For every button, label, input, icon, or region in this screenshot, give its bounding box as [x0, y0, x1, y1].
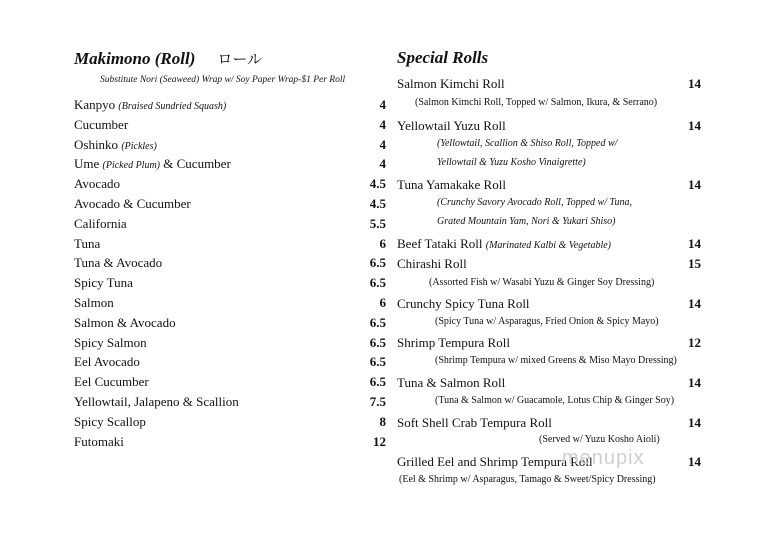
item-price: 6.5	[369, 314, 386, 330]
item-description: (Salmon Kimchi Roll, Topped w/ Salmon, Ikura, & Serrano)	[415, 97, 658, 108]
item-name-text: Cucumber	[74, 116, 129, 132]
item-name-text: Chirashi Roll	[397, 256, 467, 271]
item-name	[74, 354, 140, 370]
item-name-text: Tuna & Salmon Roll	[397, 375, 506, 390]
item-description: (Pickles)	[121, 140, 157, 152]
list-item	[74, 275, 386, 295]
item-name	[74, 374, 149, 390]
item-name	[397, 236, 611, 252]
item-name	[397, 415, 552, 431]
item-name-text: Eel Avocado	[74, 354, 140, 370]
item-name	[74, 255, 162, 271]
makimono-title-jp: ロール	[217, 52, 263, 68]
item-price: 15	[688, 256, 701, 271]
item-name	[74, 335, 147, 351]
item-description: (Served w/ Yuzu Kosho Aioli)	[539, 434, 660, 445]
item-name-text: Salmon & Avocado	[74, 314, 176, 330]
item-price: 8	[379, 413, 386, 429]
item-price: 14	[688, 177, 701, 192]
list-item	[74, 156, 386, 176]
item-name-text: Ume	[74, 156, 103, 172]
list-item	[74, 295, 386, 315]
item-name	[397, 76, 505, 92]
substitute-note: Substitute Nori (Seaweed) Wrap w/ Soy Paper Wrap-$1 Per Roll	[100, 75, 346, 85]
item-name-text: Oshinko	[74, 136, 122, 152]
item-name-text: Beef Tataki Roll	[397, 236, 486, 251]
special-rolls-title: Special Rolls	[397, 48, 489, 67]
item-name-text: Shrimp Tempura Roll	[397, 335, 510, 350]
watermark: menupix	[562, 447, 645, 469]
item-price: 6.5	[369, 374, 386, 390]
item-name	[74, 434, 124, 450]
item-name	[74, 315, 176, 331]
item-name	[74, 394, 239, 410]
list-item	[74, 374, 386, 394]
makimono-title: Makimono (Roll)	[74, 49, 196, 68]
item-name	[74, 414, 146, 430]
item-price: 6.5	[369, 334, 386, 350]
item-price: 14	[688, 454, 701, 469]
list-item	[74, 434, 386, 454]
list-item	[74, 335, 386, 355]
item-price: 4	[379, 136, 386, 152]
item-price: 6	[379, 295, 386, 310]
item-name-text: Avocado & Cucumber	[74, 196, 191, 211]
item-name	[397, 177, 506, 193]
list-item	[74, 394, 386, 414]
item-name	[397, 256, 467, 272]
item-name	[397, 335, 510, 351]
item-price: 6.5	[369, 354, 386, 370]
item-description: (Picked Plum)	[102, 160, 161, 172]
item-name-text: Yellowtail, Jalapeno & Scallion	[74, 394, 239, 409]
list-item	[397, 118, 701, 138]
item-description: (Braised Sundried Squash)	[118, 101, 227, 112]
item-price: 14	[688, 236, 701, 251]
item-name-text: Yellowtail Yuzu Roll	[397, 118, 506, 133]
item-name	[74, 295, 114, 311]
item-name-text: Spicy Tuna	[74, 275, 133, 291]
list-item	[74, 97, 386, 117]
item-price: 5.5	[369, 215, 386, 231]
item-name-text: Crunchy Spicy Tuna Roll	[397, 296, 530, 311]
item-name	[74, 196, 191, 212]
item-description: (Crunchy Savory Avocado Roll, Topped w/ Tuna,	[437, 197, 632, 208]
list-item	[397, 335, 701, 355]
item-name-text: Futomaki	[74, 433, 124, 449]
item-name	[74, 236, 100, 252]
list-item	[397, 177, 701, 197]
list-item	[397, 256, 701, 276]
list-item	[74, 216, 386, 236]
item-price: 4.5	[369, 196, 386, 211]
item-name	[74, 156, 231, 172]
item-description: (Yellowtail, Scallion & Shiso Roll, Topped w/	[437, 138, 618, 149]
list-item	[74, 196, 386, 216]
item-name	[74, 97, 226, 113]
item-description: (Assorted Fish w/ Wasabi Yuzu & Ginger Soy Dressing)	[429, 277, 655, 288]
item-description: (Marinated Kalbi & Vegetable)	[485, 240, 612, 251]
item-price: 12	[373, 433, 386, 449]
list-item	[74, 236, 386, 256]
list-item	[397, 375, 701, 395]
list-item	[397, 76, 701, 96]
list-item	[74, 137, 386, 157]
item-price: 6.5	[369, 255, 386, 271]
item-name-text: Spicy Salmon	[74, 334, 147, 350]
list-item	[74, 117, 386, 137]
list-item	[397, 296, 701, 316]
item-name-text: Soft Shell Crab Tempura Roll	[397, 415, 552, 430]
item-name	[397, 296, 530, 312]
list-item	[74, 354, 386, 374]
item-name-text: Salmon Kimchi Roll	[397, 76, 505, 91]
item-price: 14	[688, 415, 701, 430]
item-name-tail: & Cucumber	[160, 156, 231, 172]
item-price: 7.5	[369, 394, 386, 409]
list-item	[74, 315, 386, 335]
item-price: 4.5	[369, 176, 386, 192]
item-name-text: Tuna	[74, 235, 101, 251]
item-description: Grated Mountain Yam, Nori & Yukari Shiso)	[437, 216, 616, 227]
item-price: 6	[379, 235, 386, 251]
item-name	[74, 216, 127, 232]
item-name	[397, 375, 505, 391]
item-name-text: Tuna Yamakake Roll	[397, 177, 506, 192]
item-price: 14	[688, 296, 701, 311]
item-name-text: Grilled Eel and Shrimp Tempura Roll	[397, 454, 593, 469]
item-description: (Tuna & Salmon w/ Guacamole, Lotus Chip & Ginger Soy)	[435, 395, 675, 406]
item-description: (Shrimp Tempura w/ mixed Greens & Miso Mayo Dressing)	[435, 355, 677, 366]
item-name	[397, 118, 506, 134]
list-item	[74, 414, 386, 434]
item-name-text: California	[74, 215, 127, 231]
item-price: 14	[688, 76, 701, 91]
item-name-text: Avocado	[74, 176, 120, 192]
item-description: Yellowtail & Yuzu Kosho Vinaigrette)	[437, 157, 586, 168]
item-price: 4	[379, 116, 386, 132]
makimono-heading	[74, 48, 262, 69]
list-item	[397, 415, 701, 435]
item-name	[74, 117, 128, 133]
list-item	[74, 255, 386, 275]
item-name-text: Salmon	[74, 295, 114, 310]
list-item	[74, 176, 386, 196]
item-name	[74, 176, 120, 192]
item-name-text: Tuna & Avocado	[74, 255, 163, 271]
list-item	[397, 454, 701, 474]
item-price: 12	[688, 335, 701, 350]
list-item	[397, 236, 701, 256]
item-description: (Spicy Tuna w/ Asparagus, Fried Onion & Spicy Mayo)	[435, 316, 659, 327]
item-name-text: Kanpyo	[74, 97, 119, 112]
item-price: 6.5	[369, 275, 386, 291]
item-name	[74, 275, 133, 291]
item-name-text: Spicy Scallop	[74, 413, 146, 429]
item-price: 4	[379, 97, 386, 112]
item-price: 14	[688, 118, 701, 133]
item-price: 4	[379, 156, 386, 172]
item-name-text: Eel Cucumber	[74, 374, 149, 390]
item-price: 14	[688, 375, 701, 390]
item-name	[74, 137, 157, 153]
item-description: (Eel & Shrimp w/ Asparagus, Tamago & Sweet/Spicy Dressing)	[399, 474, 656, 485]
